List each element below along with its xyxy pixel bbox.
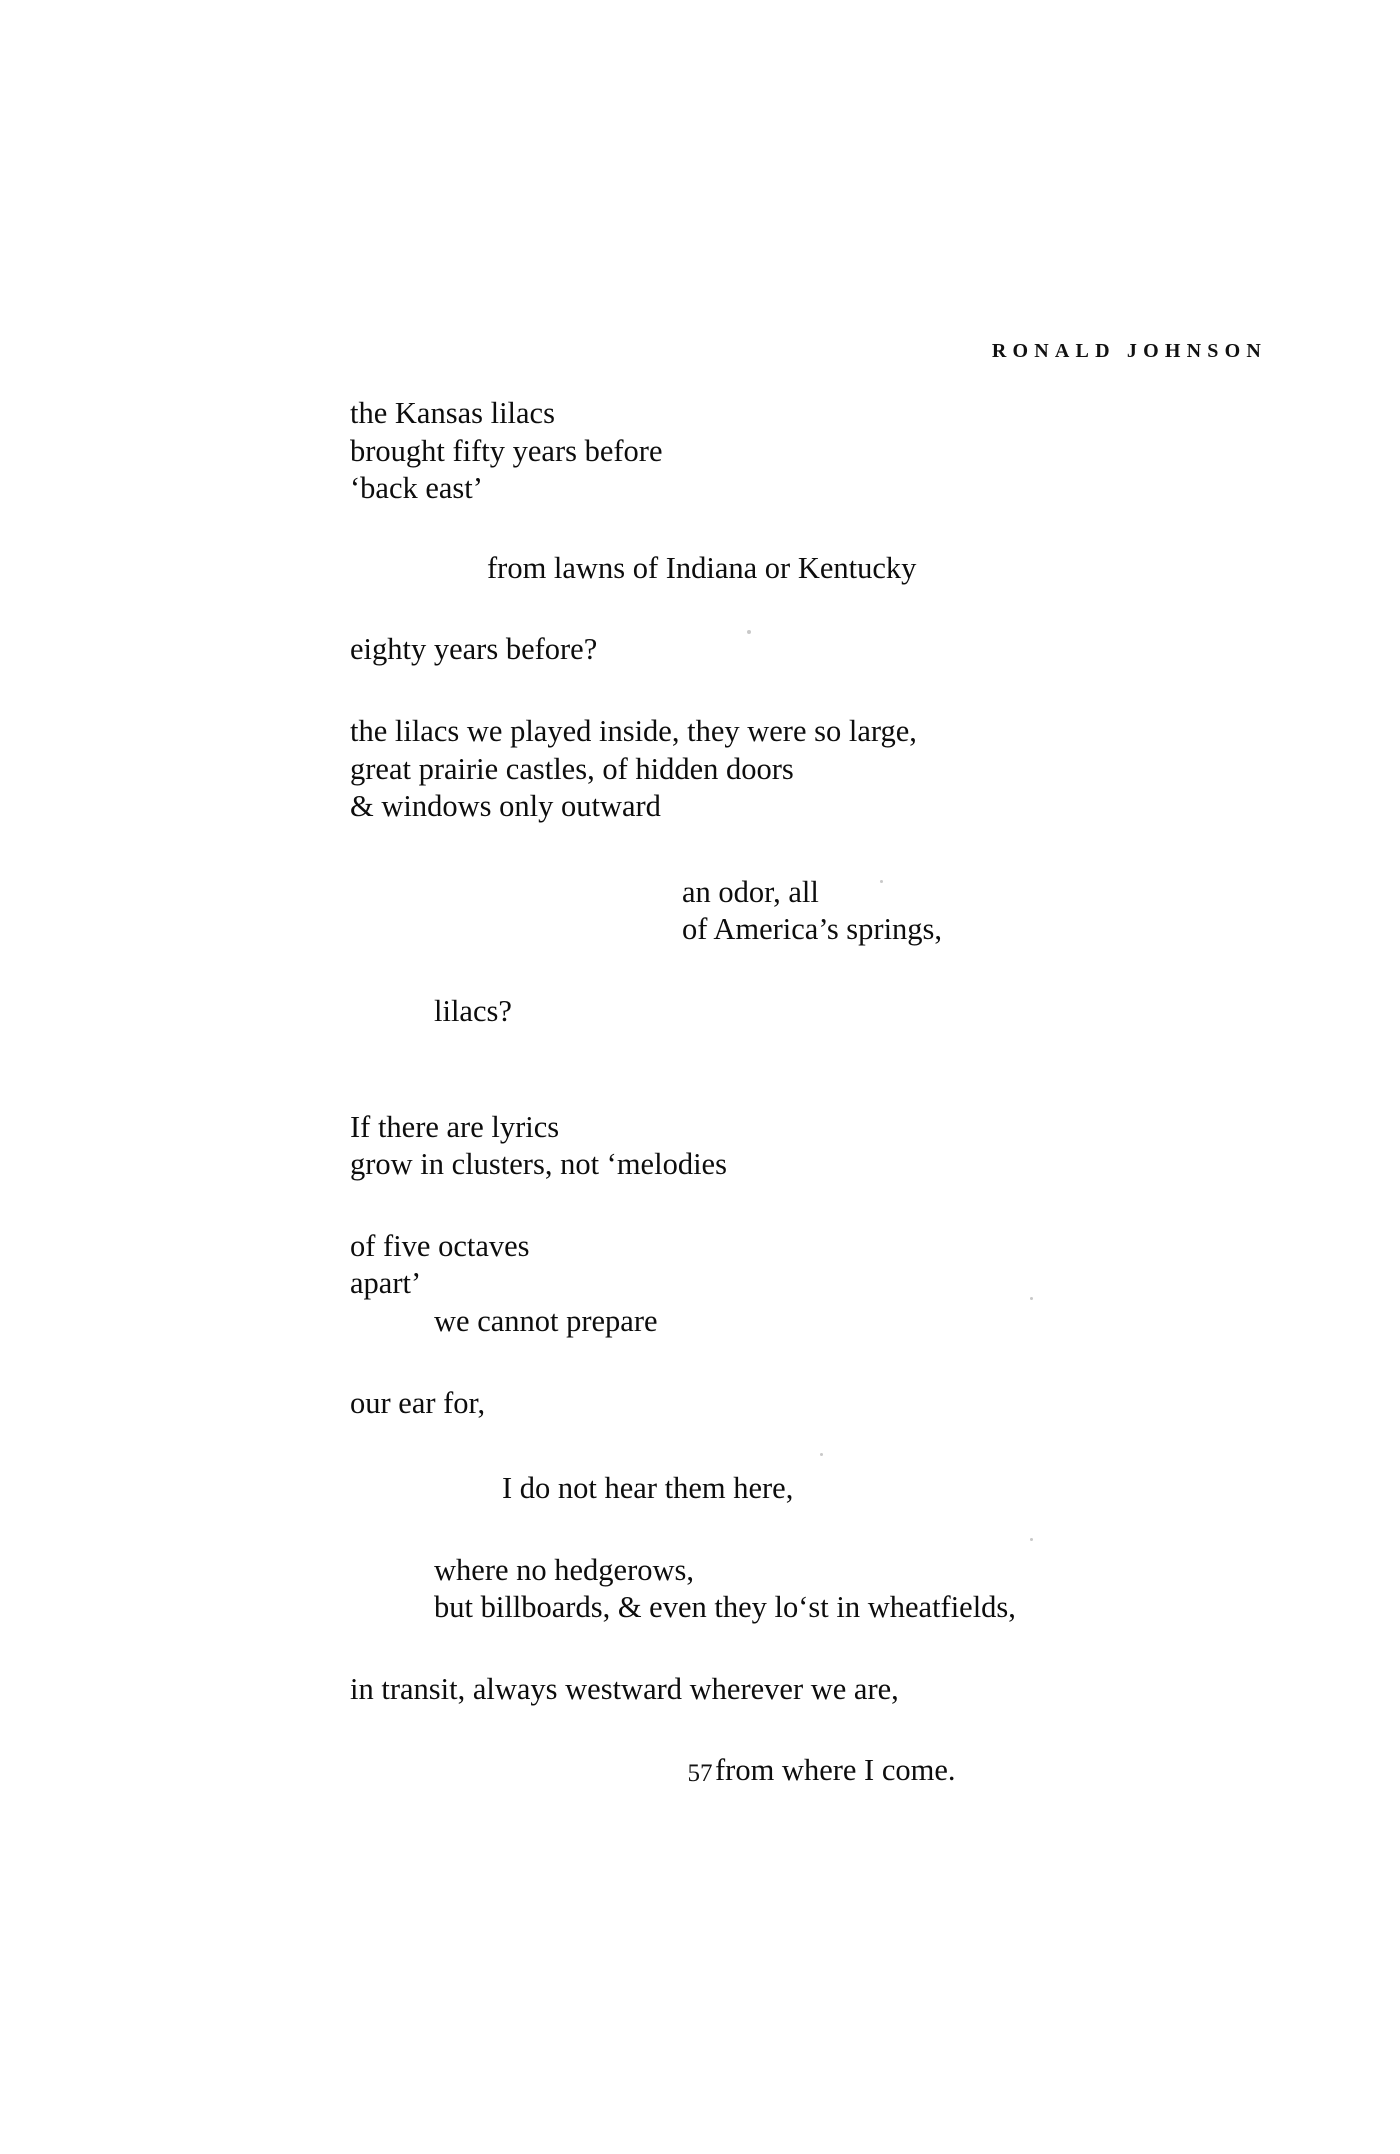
poem-line: we cannot prepare (434, 1303, 658, 1338)
stanza (350, 1470, 1350, 1508)
stanza-gap (350, 669, 1350, 713)
poem-line: an odor, all (682, 874, 819, 909)
poem-line: of five octaves (350, 1228, 530, 1263)
poem-line: & windows only outward (350, 789, 661, 824)
stanza (350, 1109, 1350, 1184)
stanza-gap (350, 1031, 1350, 1109)
poem-line: the Kansas lilacs (350, 396, 555, 430)
page-number: 57 (687, 1760, 713, 1787)
stanza-gap (350, 1422, 1350, 1470)
stanza (350, 1228, 1350, 1341)
stanza (350, 1385, 1350, 1423)
stanza-gap (350, 1708, 1350, 1752)
poem-line: lilacs? (434, 993, 512, 1028)
stanza (350, 993, 1350, 1031)
poem-line: our ear for, (350, 1385, 486, 1420)
stanza-gap (350, 1508, 1350, 1552)
poem-line: from where I come. (715, 1753, 956, 1788)
poem-line: grow in clusters, not ‘melodies (350, 1147, 727, 1182)
stanza (350, 550, 1350, 588)
poem-line: apart’ (350, 1266, 422, 1301)
running-head: RONALD JOHNSON (991, 340, 1267, 362)
poem-line: in transit, always westward wherever we are, (350, 1671, 899, 1706)
poem-line: eighty years before? (350, 632, 598, 667)
stanza (350, 395, 1350, 508)
stanza (350, 1552, 1350, 1627)
stanza-gap (350, 1627, 1350, 1671)
stanza-gap (350, 949, 1350, 993)
poem-line: from lawns of Indiana or Kentucky (487, 550, 917, 585)
stanza (350, 631, 1350, 669)
poem-line: but billboards, & even they loʻst in wheatfields, (434, 1590, 1016, 1625)
stanza (350, 874, 1350, 949)
poem-line: of America’s springs, (682, 912, 943, 947)
poem-line: ‘back east’ (350, 471, 483, 506)
stanza (350, 713, 1350, 826)
poem-line: where no hedgerows, (434, 1552, 695, 1587)
stanza (350, 1671, 1350, 1709)
poem-body (350, 395, 1350, 1790)
stanza-gap (350, 508, 1350, 550)
poem-line: I do not hear them here, (502, 1471, 794, 1506)
poem-line: If there are lyrics (350, 1109, 560, 1144)
stanza-gap (350, 1341, 1350, 1385)
stanza-gap (350, 826, 1350, 874)
stanza-gap (350, 587, 1350, 631)
poem-line: great prairie castles, of hidden doors (350, 751, 794, 786)
poem-line: the lilacs we played inside, they were so large, (350, 713, 917, 748)
stanza-gap (350, 1184, 1350, 1228)
poem-line: brought fifty years before (350, 433, 663, 468)
